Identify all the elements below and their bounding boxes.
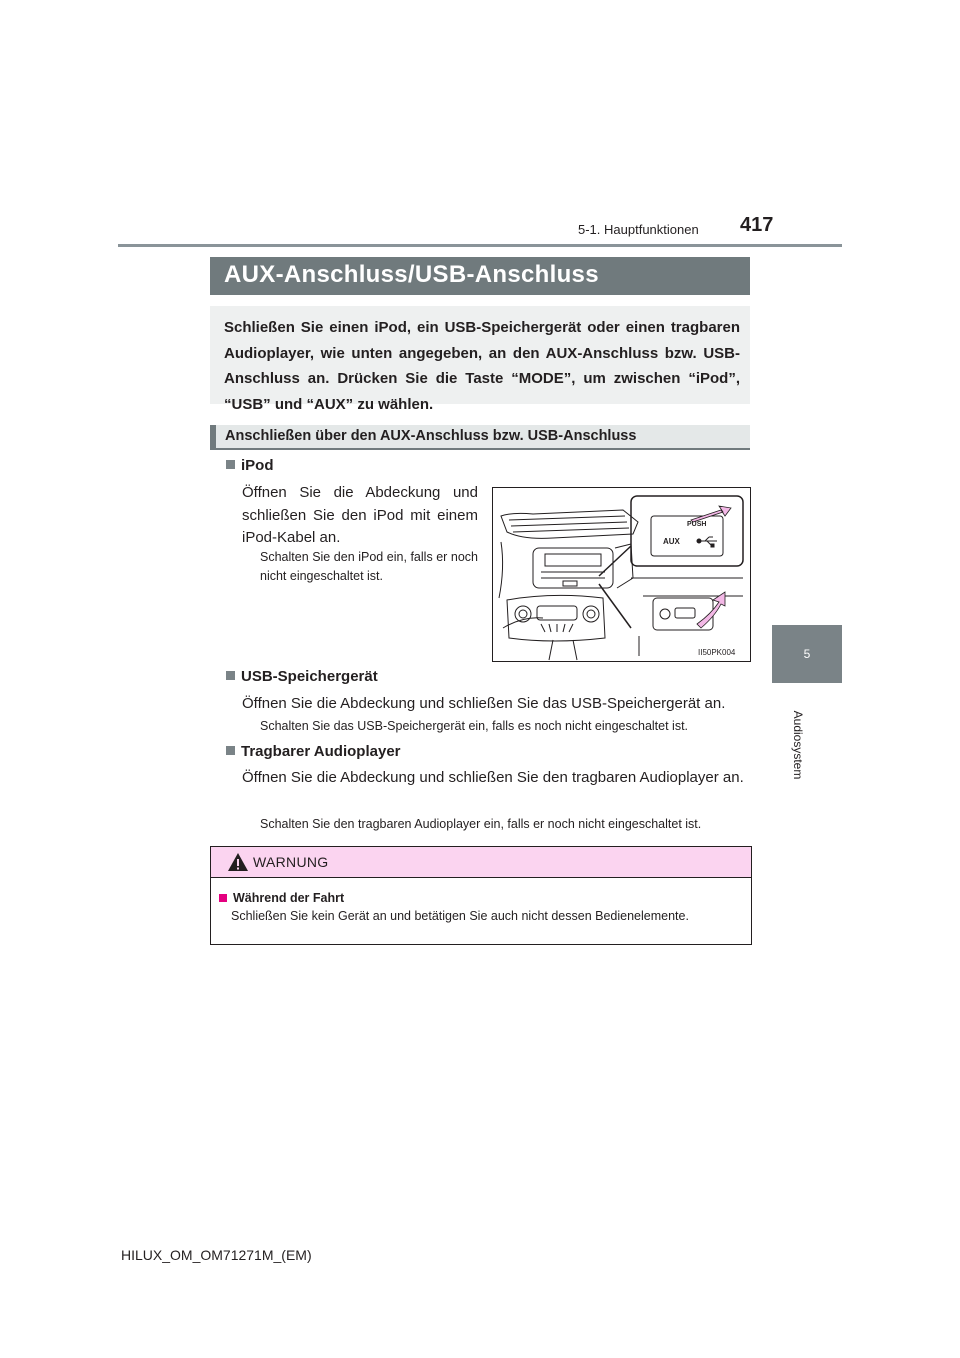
bullet-square-icon — [226, 460, 235, 469]
item-text-player: Öffnen Sie die Abdeckung und schließen Sie den tragbaren Audioplayer an. — [242, 769, 744, 786]
warning-header — [211, 847, 751, 878]
warning-triangle-icon — [227, 852, 249, 872]
item-note-ipod: Schalten Sie den iPod ein, falls er noch nicht eingeschaltet ist. — [260, 550, 478, 583]
warning-title: WARNUNG — [253, 854, 329, 870]
page-title-bar — [210, 257, 750, 295]
dashboard-illustration — [492, 487, 751, 662]
item-text-ipod: Öffnen Sie die Abdeckung und schließen Sie den iPod mit einem iPod-Kabel an. — [242, 484, 478, 546]
item-note-usb: Schalten Sie das USB-Speichergerät ein, falls es noch nicht eingeschaltet ist. — [260, 719, 689, 733]
push-label: PUSH — [687, 521, 707, 528]
chapter-number: 5 — [803, 647, 811, 661]
item-text-usb: Öffnen Sie die Abdeckung und schließen Sie das USB-Speichergerät an. — [242, 695, 726, 712]
intro-box — [210, 306, 750, 413]
aux-label: AUX — [663, 537, 680, 546]
bullet-square-icon — [219, 894, 227, 902]
warning-text: Schließen Sie kein Gerät an und betätigen Sie auch nicht dessen Bedienelemente. — [231, 909, 689, 923]
warning-box — [210, 846, 752, 945]
section-title: 5-1. Hauptfunktionen — [578, 222, 699, 237]
subheading: Anschließen über den AUX-Anschluss bzw. USB-Anschluss — [225, 428, 637, 444]
page-number: 417 — [740, 214, 774, 236]
dashboard-drawing — [493, 488, 750, 661]
chapter-label: Audiosystem — [791, 710, 805, 780]
chapter-tab — [772, 625, 842, 683]
item-heading-ipod: iPod — [226, 457, 274, 474]
bullet-square-icon — [226, 671, 235, 680]
footer-code: HILUX_OM_OM71271M_(EM) — [121, 1247, 312, 1263]
item-note-player: Schalten Sie den tragbaren Audioplayer ein, falls er noch nicht eingeschaltet ist. — [260, 817, 702, 831]
page-title: AUX-Anschluss/USB-Anschluss — [224, 261, 599, 288]
warning-subheading: Während der Fahrt — [219, 891, 344, 905]
subheading-marker — [210, 425, 216, 448]
usb-symbol-icon — [697, 537, 717, 547]
item-heading-usb: USB-Speichergerät — [226, 668, 378, 685]
item-heading-player: Tragbarer Audioplayer — [226, 743, 401, 760]
header-rule — [118, 244, 842, 247]
figure-code: II50PK004 — [698, 648, 736, 657]
bullet-square-icon — [226, 746, 235, 755]
intro-text: Schließen Sie einen iPod, ein USB-Speichergerät oder einen tragbaren Audioplayer, wie unten angegeben, an den AUX-Anschluss bzw. USB-Anschluss an. Drücken Sie die Taste “MODE”, um zwischen “iPod”, “USB” und “AUX” zu wählen. — [224, 319, 740, 413]
subheading-bar — [210, 425, 750, 450]
